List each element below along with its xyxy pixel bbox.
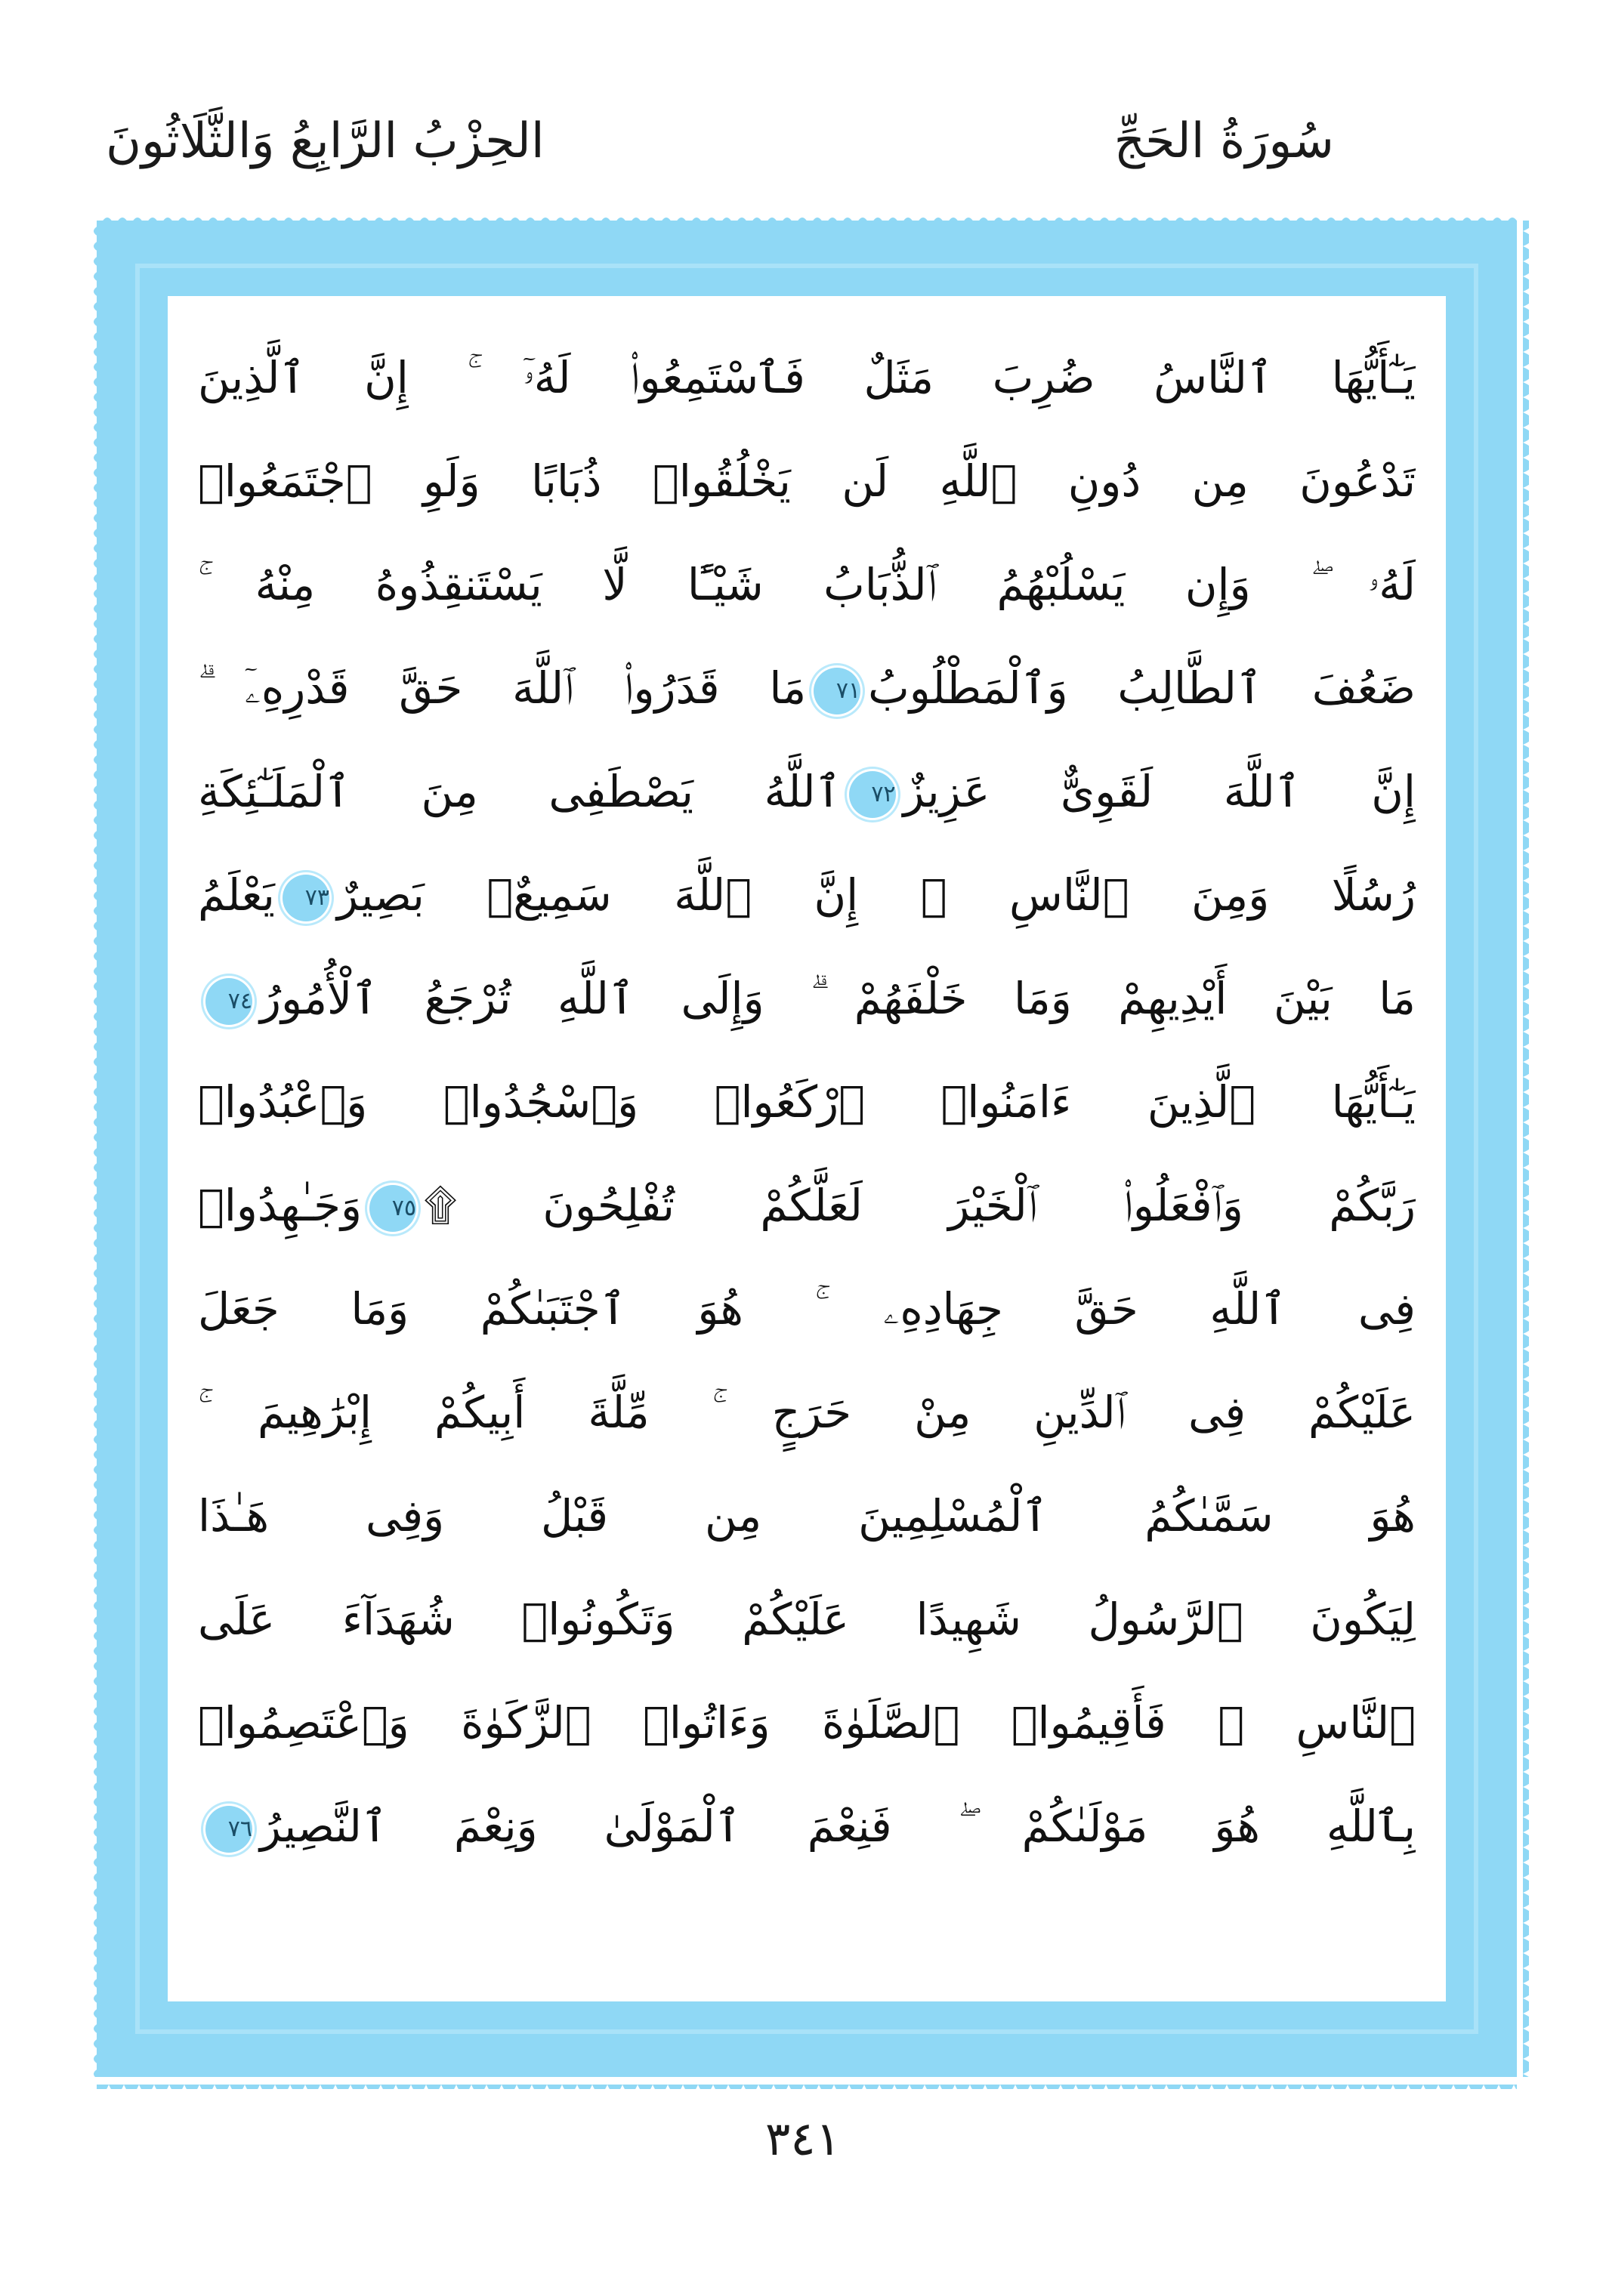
verse-line: تَدْعُونَ مِن دُونِ ٱللَّهِ لَن يَخْلُقُوا۟ ذُبَابًا وَلَوِ ٱجْتَمَعُوا۟ [198, 455, 1416, 507]
verse-line [198, 1775, 1416, 1878]
ayah-number-marker: ٧٤ [205, 978, 252, 1025]
verse-line [198, 947, 1416, 1051]
verse-line [198, 637, 1416, 740]
surah-name: سُورَةُ الحَجِّ [1113, 113, 1334, 169]
verse-text: مَا بَيْنَ أَيْدِيهِمْ وَمَا خَلْفَهُمْ ۗ وَإِلَى ٱللَّهِ تُرْجَعُ ٱلْأُمُورُ [260, 973, 1416, 1024]
verse-line: لِيَكُونَ ٱلرَّسُولُ شَهِيدًا عَلَيْكُمْ وَتَكُونُوا۟ شُهَدَآءَ عَلَى [198, 1594, 1416, 1645]
verse-text: بِٱللَّهِ هُوَ مَوْلَىٰكُمْ ۖ فَنِعْمَ ٱلْمَوْلَىٰ وَنِعْمَ ٱلنَّصِيرُ [260, 1801, 1416, 1852]
verse-text: إِنَّ ٱللَّهَ لَقَوِىٌّ عَزِيزٌ [903, 766, 1416, 817]
verse-lines [198, 326, 1416, 1979]
verse-text: رَبَّكُمْ وَٱفْعَلُوا۟ ٱلْخَيْرَ لَعَلَّكُمْ تُفْلِحُونَ ۩ [423, 1180, 1416, 1231]
verse-text: مَا قَدَرُوا۟ ٱللَّهَ حَقَّ قَدْرِهِۦٓ ۗ [198, 662, 807, 714]
verse-line: عَلَيْكُمْ فِى ٱلدِّينِ مِنْ حَرَجٍ ۚ مِّلَّةَ أَبِيكُمْ إِبْرَٰهِيمَ ۚ [198, 1387, 1416, 1438]
ayah-number-marker: ٧٦ [205, 1806, 252, 1853]
verse-line: يَـٰٓأَيُّهَا ٱلَّذِينَ ءَامَنُوا۟ ٱرْكَعُوا۟ وَٱسْجُدُوا۟ وَٱعْبُدُوا۟ [198, 1076, 1416, 1128]
verse-line: هُوَ سَمَّىٰكُمُ ٱلْمُسْلِمِينَ مِن قَبْلُ وَفِى هَـٰذَا [198, 1490, 1416, 1541]
page-frame [85, 208, 1529, 2089]
verse-line: لَهُۥ ۖ وَإِن يَسْلُبْهُمُ ٱلذُّبَابُ شَيْـًٔا لَّا يَسْتَنقِذُوهُ مِنْهُ ۚ [198, 559, 1416, 610]
verse-text: يَعْلَمُ [198, 869, 275, 921]
verse-line: فِى ٱللَّهِ حَقَّ جِهَادِهِۦ ۚ هُوَ ٱجْتَبَىٰكُمْ وَمَا جَعَلَ [198, 1283, 1416, 1335]
ayah-number-marker: ٧٣ [283, 875, 329, 921]
verse-line [198, 844, 1416, 947]
verse-line: يَـٰٓأَيُّهَا ٱلنَّاسُ ضُرِبَ مَثَلٌ فَٱسْتَمِعُوا۟ لَهُۥٓ ۚ إِنَّ ٱلَّذِينَ [198, 352, 1416, 403]
ayah-number-marker: ٧١ [814, 668, 860, 714]
verse-text: رُسُلًا وَمِنَ ٱلنَّاسِ ۚ إِنَّ ٱللَّهَ سَمِيعٌۢ بَصِيرٌ [336, 869, 1416, 921]
hizb-label: الحِزْبُ الرَّابِعُ وَالثَّلَاثُونَ [106, 113, 545, 169]
verse-line: ٱلنَّاسِ ۚ فَأَقِيمُوا۟ ٱلصَّلَوٰةَ وَءَاتُوا۟ ٱلزَّكَوٰةَ وَٱعْتَصِمُوا۟ [198, 1697, 1416, 1748]
page-number: ٣٤١ [765, 2111, 841, 2166]
ayah-number-marker: ٧٥ [369, 1185, 416, 1232]
ayah-number-marker: ٧٢ [849, 771, 896, 818]
text-area [168, 296, 1446, 2001]
verse-text: وَجَـٰهِدُوا۟ [198, 1180, 362, 1231]
verse-line [198, 1154, 1416, 1258]
verse-text: ٱللَّهُ يَصْطَفِى مِنَ ٱلْمَلَـٰٓئِكَةِ [198, 766, 842, 817]
verse-text: ضَعُفَ ٱلطَّالِبُ وَٱلْمَطْلُوبُ [868, 662, 1416, 714]
verse-line [198, 740, 1416, 844]
